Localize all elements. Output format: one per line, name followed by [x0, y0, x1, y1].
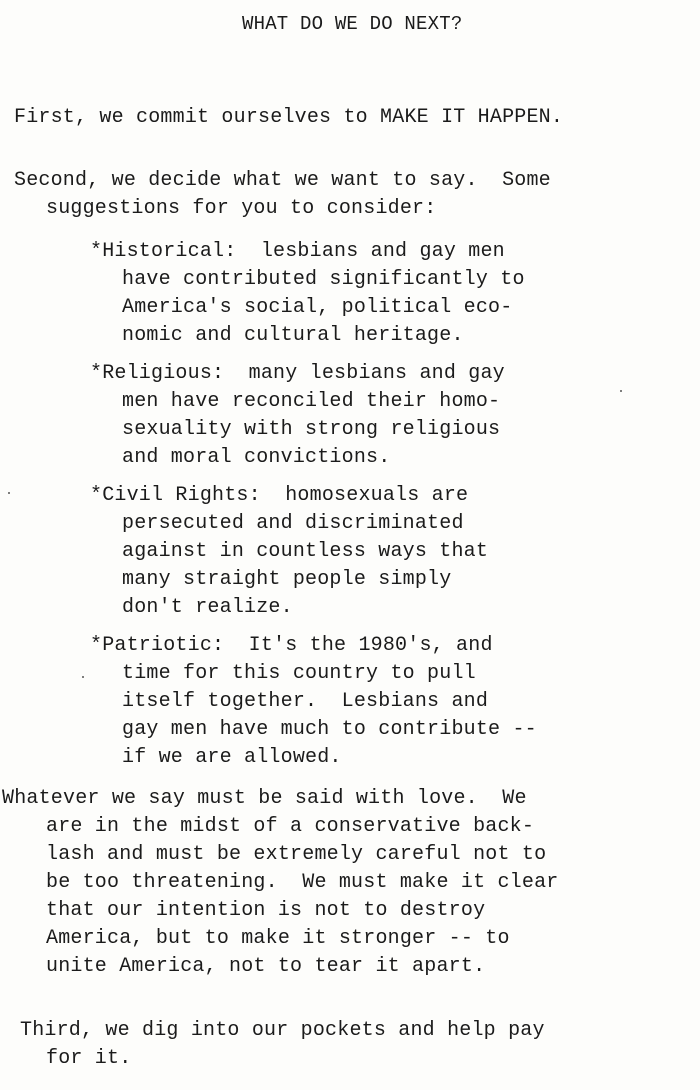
whatever-paragraph-line: unite America, not to tear it apart.: [46, 955, 486, 978]
suggestion-historical-line: *Historical: lesbians and gay men: [90, 240, 505, 263]
suggestion-historical-line: nomic and cultural heritage.: [122, 324, 464, 347]
whatever-paragraph-line: lash and must be extremely careful not to: [46, 843, 547, 866]
suggestion-patriotic-line: if we are allowed.: [122, 746, 342, 769]
suggestion-civil-rights-line: don't realize.: [122, 596, 293, 619]
whatever-paragraph-line: Whatever we say must be said with love. We: [2, 787, 527, 810]
scan-speck: [8, 492, 10, 494]
suggestion-religious-line: sexuality with strong religious: [122, 418, 501, 441]
whatever-paragraph-line: that our intention is not to destroy: [46, 899, 486, 922]
suggestion-religious-line: *Religious: many lesbians and gay: [90, 362, 505, 385]
whatever-paragraph-line: be too threatening. We must make it clear: [46, 871, 559, 894]
suggestion-patriotic-line: itself together. Lesbians and: [122, 690, 489, 713]
suggestion-historical-line: America's social, political eco-: [122, 296, 513, 319]
scan-speck: [620, 390, 622, 392]
suggestion-historical-line: have contributed significantly to: [122, 268, 525, 291]
third-paragraph-line: Third, we dig into our pockets and help pay: [20, 1019, 545, 1042]
suggestion-civil-rights-line: persecuted and discriminated: [122, 512, 464, 535]
suggestion-civil-rights-line: against in countless ways that: [122, 540, 489, 563]
suggestion-patriotic-line: *Patriotic: It's the 1980's, and: [90, 634, 493, 657]
second-paragraph-line: Second, we decide what we want to say. Some: [14, 169, 551, 192]
whatever-paragraph-line: America, but to make it stronger -- to: [46, 927, 510, 950]
suggestion-civil-rights-line: many straight people simply: [122, 568, 452, 591]
third-paragraph-line: for it.: [46, 1047, 132, 1070]
suggestion-religious-line: men have reconciled their homo-: [122, 390, 501, 413]
scan-speck: [82, 676, 84, 678]
second-paragraph-line: suggestions for you to consider:: [46, 197, 437, 220]
suggestion-patriotic-line: gay men have much to contribute --: [122, 718, 537, 741]
suggestion-religious-line: and moral convictions.: [122, 446, 391, 469]
whatever-paragraph-line: are in the midst of a conservative back-: [46, 815, 535, 838]
suggestion-civil-rights-line: *Civil Rights: homosexuals are: [90, 484, 469, 507]
suggestion-patriotic-line: time for this country to pull: [122, 662, 476, 685]
page-title: WHAT DO WE DO NEXT?: [242, 13, 463, 35]
first-paragraph: First, we commit ourselves to MAKE IT HAPPEN.: [14, 106, 564, 129]
